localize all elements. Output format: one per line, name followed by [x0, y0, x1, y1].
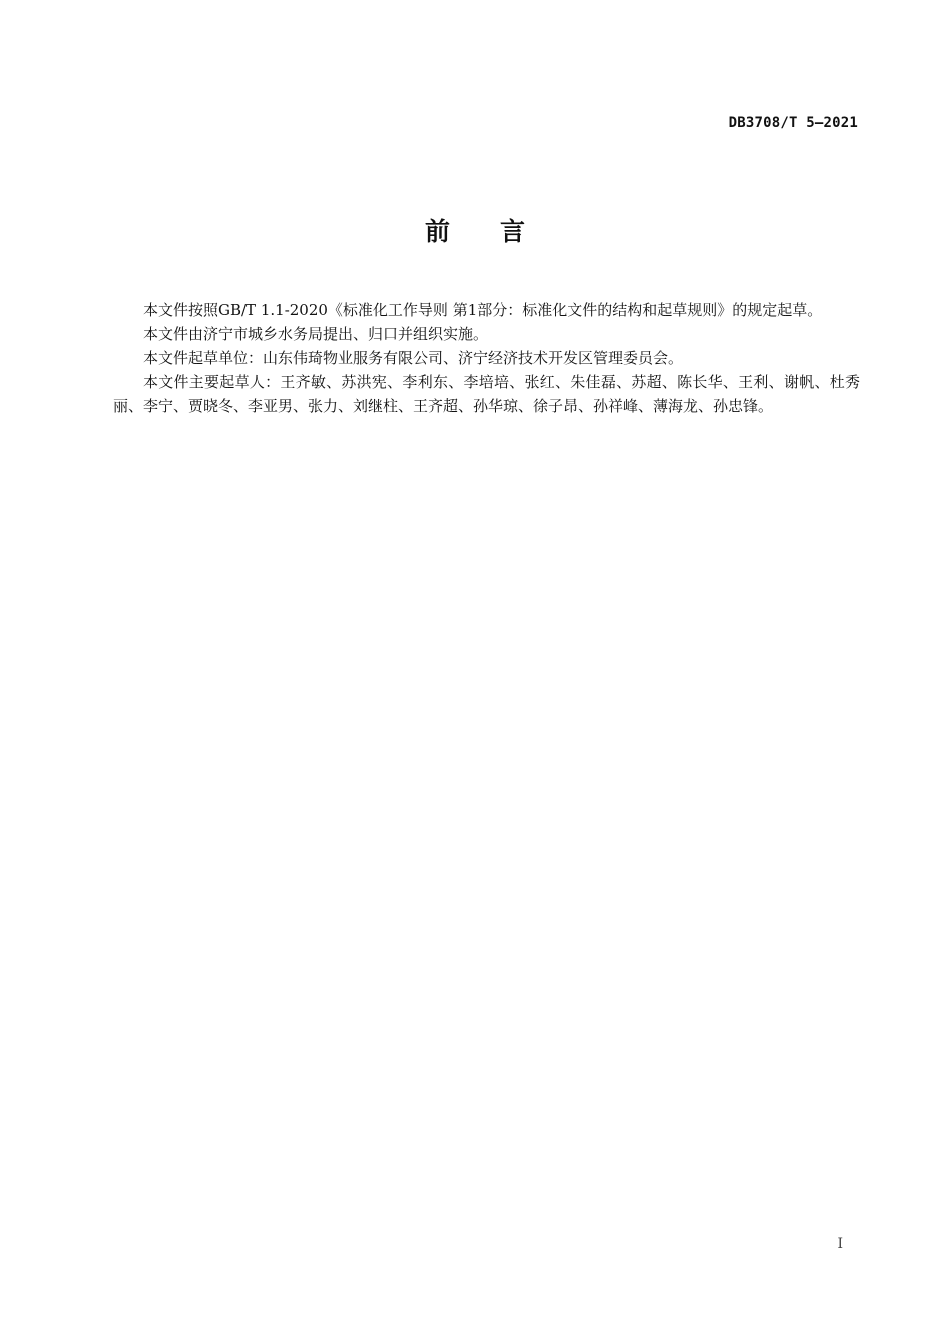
paragraph-main-drafters: 本文件主要起草人：王齐敏、苏洪宪、李利东、李培培、张红、朱佳磊、苏超、陈长华、王利、谢帆、杜秀丽、李宁、贾晓冬、李亚男、张力、刘继柱、王齐超、孙华琼、徐子昂、孙祥峰、薄海龙、孙忠锋。	[113, 373, 860, 415]
paragraph-drafting-basis: 本文件按照GB/T 1.1-2020《标准化工作导则 第1部分：标准化文件的结构和起草规则》的规定起草。	[143, 301, 823, 319]
paragraph-drafting-units: 本文件起草单位：山东伟琦物业服务有限公司、济宁经济技术开发区管理委员会。	[143, 349, 684, 367]
page-title: 前言	[424, 217, 575, 246]
document-code: DB3708/T 5—2021	[728, 115, 858, 131]
paragraph-proposer: 本文件由济宁市城乡水务局提出、归口并组织实施。	[143, 325, 489, 343]
foreword-body	[113, 298, 860, 418]
page-number: I	[837, 1236, 843, 1252]
